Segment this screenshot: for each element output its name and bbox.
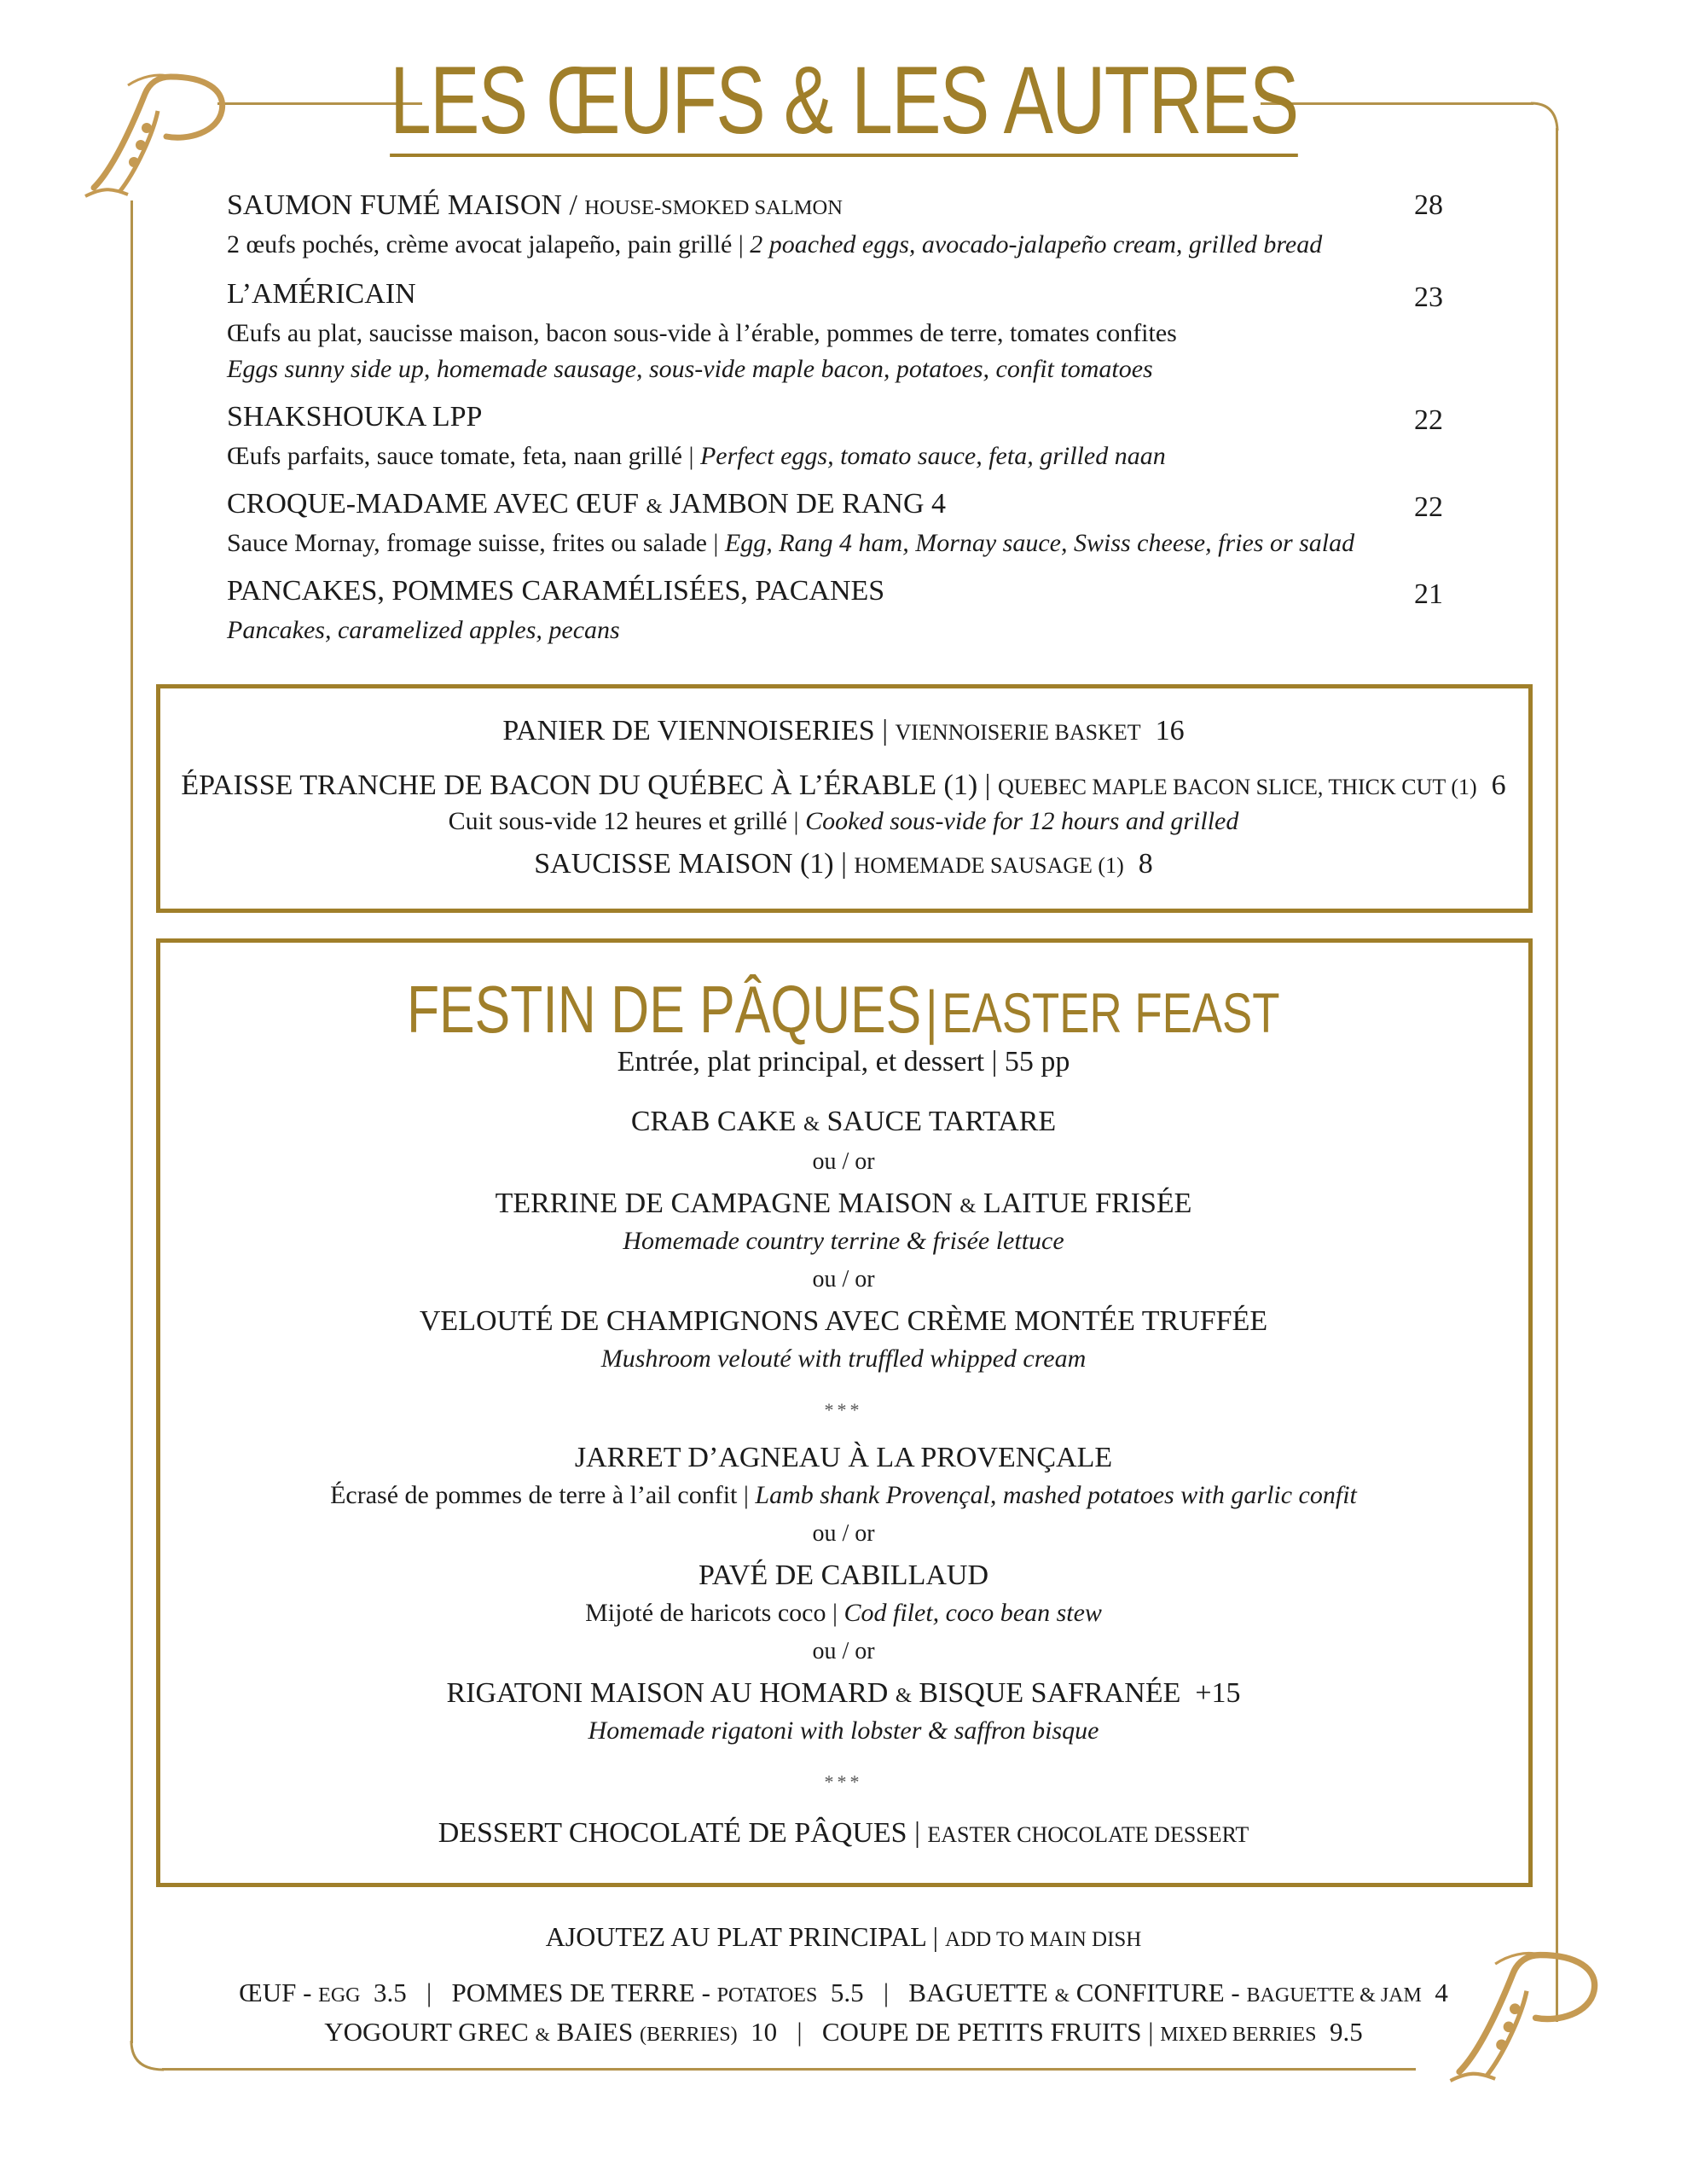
- dish-part: LAITUE FRISÉE: [976, 1188, 1192, 1219]
- side-bacon-description: [0, 807, 1687, 836]
- starter-veloute: VELOUTÉ DE CHAMPIGNONS AVEC CRÈME MONTÉE TRUFFÉE: [419, 1305, 1268, 1337]
- item-name-saumon: [227, 189, 843, 222]
- main-cod-desc-en: Cod filet, coco bean stew: [844, 1599, 1102, 1627]
- side-bacon-desc-fr: Cuit sous-vide 12 heures et grillé |: [448, 807, 806, 835]
- addon-baguette-part: BAGUETTE: [908, 1978, 1055, 2007]
- main-lamb-desc-en: Lamb shank Provençal, mashed potatoes with garlic confit: [755, 1481, 1357, 1509]
- item-desc-en: Eggs sunny side up, homemade sausage, sous-vide maple bacon, potatoes, confit tomatoes: [227, 355, 1153, 383]
- frame-bottom: [162, 2068, 1416, 2071]
- addon-yogurt-price: 10: [751, 2017, 778, 2047]
- item-description: [227, 442, 1166, 471]
- separator: |: [883, 1978, 890, 2007]
- main-lamb-desc-fr: Écrasé de pommes de terre à l’ail confit |: [330, 1481, 756, 1509]
- side-sausage-en: HOMEMADE SAUSAGE (1): [854, 853, 1124, 878]
- addon-fruits-fr: COUPE DE PETITS FRUITS: [821, 2017, 1142, 2047]
- or-separator: ou / or: [812, 1520, 875, 1547]
- main-cod: PAVÉ DE CABILLAUD: [698, 1560, 989, 1591]
- page-title-text: LES ŒUFS & LES AUTRES: [390, 53, 1297, 157]
- ampersand: &: [803, 1112, 820, 1136]
- main-lamb-description: [0, 1481, 1687, 1510]
- addons-line-2: [0, 2017, 1687, 2048]
- separator: |: [925, 979, 938, 1045]
- main-cod-description: [0, 1599, 1687, 1628]
- feast-subtitle: Entrée, plat principal, et dessert | 55 pp: [617, 1046, 1070, 1077]
- separator: |: [925, 1921, 946, 1952]
- feast-title: [0, 971, 1687, 1048]
- addons-heading: [0, 1921, 1687, 1953]
- course-divider: ***: [824, 1771, 863, 1792]
- supplement-price: +15: [1195, 1677, 1241, 1709]
- or-separator: ou / or: [812, 1266, 875, 1292]
- main-lamb: JARRET D’AGNEAU À LA PROVENÇALE: [574, 1442, 1113, 1473]
- addon-potato-price: 5.5: [830, 1978, 864, 2007]
- item-name-part: CROQUE-MADAME AVEC ŒUF: [227, 488, 646, 520]
- course-divider: ***: [824, 1399, 863, 1420]
- separator: |: [426, 1978, 432, 2007]
- main-rigatoni-en: Homemade rigatoni with lobster & saffron bisque: [588, 1716, 1099, 1745]
- item-desc-fr: 2 œufs pochés, crème avocat jalapeño, pain grillé |: [227, 230, 751, 258]
- starter-terrine: [0, 1188, 1687, 1220]
- side-bacon-fr: ÉPAISSE TRANCHE DE BACON DU QUÉBEC À L’ÉRABLE (1): [181, 770, 978, 801]
- ampersand: &: [1054, 1984, 1070, 2006]
- addon-baguette-price: 4: [1435, 1978, 1448, 2007]
- addon-yogurt-part: BAIES: [549, 2017, 640, 2047]
- separator: |: [797, 2017, 803, 2047]
- starter-terrine-en: Homemade country terrine & frisée lettuce: [623, 1227, 1064, 1255]
- side-basket-en: VIENNOISERIE BASKET: [895, 720, 1141, 745]
- dish-part: RIGATONI MAISON AU HOMARD: [446, 1677, 896, 1709]
- addon-baguette-en: BAGUETTE & JAM: [1246, 1984, 1422, 2007]
- side-sausage-price: 8: [1138, 848, 1153, 880]
- item-desc-fr: Œufs au plat, saucisse maison, bacon sous-vide à l’érable, pommes de terre, tomates confites: [227, 319, 1177, 347]
- addons-line-1: [0, 1978, 1687, 2008]
- item-name-en: HOUSE-SMOKED SALMON: [584, 196, 843, 219]
- addon-potato-fr: POMMES DE TERRE -: [451, 1978, 717, 2007]
- item-price: 23: [1414, 282, 1443, 313]
- starter-veloute-en: Mushroom velouté with truffled whipped cream: [600, 1345, 1087, 1373]
- item-name-croque-madame: [227, 488, 946, 520]
- separator: |: [907, 1817, 928, 1849]
- side-basket: [0, 715, 1687, 747]
- item-desc-fr: Œufs parfaits, sauce tomate, feta, naan grillé |: [227, 442, 700, 470]
- side-bacon-desc-en: Cooked sous-vide for 12 hours and grilled: [805, 807, 1239, 835]
- side-bacon: [0, 770, 1687, 802]
- item-desc-en: Pancakes, caramelized apples, pecans: [227, 616, 620, 644]
- side-bacon-en: QUEBEC MAPLE BACON SLICE, THICK CUT (1): [997, 775, 1477, 799]
- item-desc-en: Perfect eggs, tomato sauce, feta, grilled naan: [699, 442, 1166, 470]
- feast-title-en: EASTER FEAST: [942, 981, 1280, 1044]
- or-separator: ou / or: [812, 1148, 875, 1175]
- dessert: [0, 1817, 1687, 1850]
- separator: |: [1141, 2017, 1161, 2047]
- page-title: [0, 47, 1687, 157]
- dessert-fr: DESSERT CHOCOLATÉ DE PÂQUES: [438, 1817, 907, 1849]
- main-cod-desc-fr: Mijoté de haricots coco |: [585, 1599, 844, 1627]
- item-desc-fr: Sauce Mornay, fromage suisse, frites ou salade |: [227, 529, 725, 557]
- addon-egg-fr: ŒUF -: [239, 1978, 319, 2007]
- item-price: 22: [1414, 404, 1443, 436]
- item-name-americain: L’AMÉRICAIN: [227, 278, 416, 310]
- addon-baguette-part: CONFITURE -: [1069, 1978, 1247, 2007]
- addon-fruits-price: 9.5: [1330, 2017, 1363, 2047]
- dish-part: SAUCE TARTARE: [820, 1106, 1057, 1137]
- ampersand: &: [646, 495, 663, 518]
- item-name-fr: SAUMON FUMÉ MAISON /: [227, 189, 585, 221]
- item-name-shakshouka: SHAKSHOUKA LPP: [227, 401, 483, 433]
- separator: |: [833, 848, 855, 880]
- side-bacon-price: 6: [1491, 770, 1506, 801]
- separator: |: [874, 715, 896, 746]
- item-desc-en: Egg, Rang 4 ham, Mornay sauce, Swiss cheese, fries or salad: [724, 529, 1355, 557]
- item-price: 21: [1414, 578, 1443, 610]
- ampersand: &: [959, 1194, 977, 1217]
- addon-yogurt-en: (BERRIES): [639, 2024, 738, 2046]
- side-basket-fr: PANIER DE VIENNOISERIES: [502, 715, 875, 746]
- feast-title-fr: FESTIN DE PÂQUES: [407, 972, 922, 1047]
- side-basket-price: 16: [1155, 715, 1185, 746]
- item-desc-en: 2 poached eggs, avocado-jalapeño cream, grilled bread: [750, 230, 1323, 258]
- side-sausage-fr: SAUCISSE MAISON (1): [534, 848, 834, 880]
- side-sausage: [0, 848, 1687, 880]
- item-price: 22: [1414, 491, 1443, 523]
- item-name-pancakes: PANCAKES, POMMES CARAMÉLISÉES, PACANES: [227, 575, 885, 607]
- addons-heading-en: ADD TO MAIN DISH: [945, 1928, 1142, 1951]
- p-monogram-ornament-bottom: [1441, 1937, 1612, 2090]
- main-rigatoni: [0, 1677, 1687, 1710]
- starter-crab-cake: [0, 1106, 1687, 1138]
- item-name-part: JAMBON DE RANG 4: [662, 488, 947, 520]
- addon-potato-en: POTATOES: [716, 1984, 818, 2007]
- dish-part: BISQUE SAFRANÉE: [911, 1677, 1181, 1709]
- addon-fruits-en: MIXED BERRIES: [1160, 2024, 1317, 2046]
- item-description: [227, 529, 1354, 558]
- addons-heading-fr: AJOUTEZ AU PLAT PRINCIPAL: [545, 1921, 926, 1952]
- ampersand: &: [895, 1684, 912, 1707]
- dish-part: CRAB CAKE: [630, 1106, 803, 1137]
- dish-part: TERRINE DE CAMPAGNE MAISON: [495, 1188, 960, 1219]
- item-description: [227, 230, 1322, 259]
- separator: |: [977, 770, 998, 801]
- addon-yogurt-part: YOGOURT GREC: [324, 2017, 536, 2047]
- addon-egg-en: EGG: [318, 1984, 361, 2007]
- dessert-en: EASTER CHOCOLATE DESSERT: [927, 1822, 1249, 1847]
- addon-egg-price: 3.5: [374, 1978, 407, 2007]
- item-price: 28: [1414, 189, 1443, 221]
- or-separator: ou / or: [812, 1638, 875, 1664]
- ampersand: &: [535, 2024, 550, 2045]
